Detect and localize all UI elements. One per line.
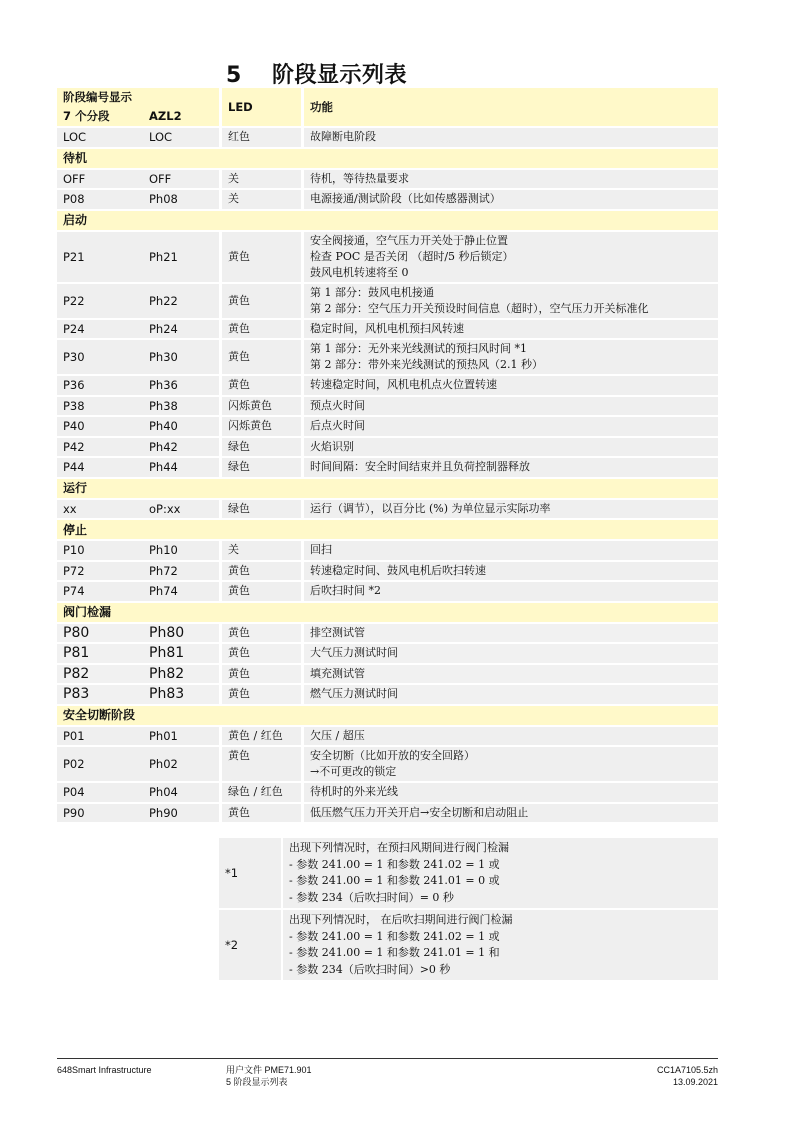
footnote-marker: *1 bbox=[219, 838, 281, 908]
table-row bbox=[57, 320, 718, 339]
function-description bbox=[304, 541, 718, 560]
phase-code-azl2: Ph01 bbox=[143, 727, 219, 746]
function-description bbox=[304, 170, 718, 189]
led-state: 关 bbox=[222, 541, 301, 560]
table-row bbox=[57, 582, 718, 601]
section-label: 运行 bbox=[57, 479, 718, 498]
footnote-marker: *2 bbox=[219, 910, 281, 980]
table-row bbox=[57, 783, 718, 802]
led-state: 黄色 bbox=[222, 340, 301, 374]
footer-chapter: 5 阶段显示列表 bbox=[226, 1077, 288, 1087]
section-label: 待机 bbox=[57, 149, 718, 168]
footer-doc-id: 用户文件 PME71.901 bbox=[226, 1065, 312, 1075]
phase-code-7segment: OFF bbox=[57, 170, 143, 189]
section-row bbox=[57, 149, 718, 168]
led-state: 黄色 bbox=[222, 582, 301, 601]
function-line: 排空测试管 bbox=[310, 625, 365, 639]
function-line: 电源接通/测试阶段（比如传感器测试） bbox=[310, 192, 501, 206]
phase-code-7segment: P90 bbox=[57, 804, 143, 823]
table-row bbox=[57, 284, 718, 318]
led-state: 黄色 bbox=[222, 320, 301, 339]
function-line: 第 2 部分：空气压力开关预设时间信息（超时），空气压力开关标准化 bbox=[310, 301, 649, 315]
phase-code-7segment: P02 bbox=[57, 747, 143, 781]
table-row bbox=[57, 727, 718, 746]
led-state: 黄色 bbox=[222, 804, 301, 823]
section-row bbox=[57, 603, 718, 622]
led-state: 黄色 / 红色 bbox=[222, 727, 301, 746]
function-description bbox=[304, 747, 718, 781]
footer-company: 648Smart Infrastructure bbox=[57, 1065, 152, 1075]
section-row bbox=[57, 211, 718, 230]
function-line: 第 1 部分：鼓风电机接通 bbox=[310, 285, 434, 299]
function-description bbox=[304, 582, 718, 601]
table-row bbox=[57, 685, 718, 704]
phase-code-7segment: P24 bbox=[57, 320, 143, 339]
phase-code-7segment: P72 bbox=[57, 562, 143, 581]
table-row bbox=[57, 376, 718, 395]
function-description bbox=[304, 783, 718, 802]
phase-code-7segment: P21 bbox=[57, 232, 143, 282]
phase-code-azl2: Ph38 bbox=[143, 397, 219, 416]
function-line: 欠压 / 超压 bbox=[310, 728, 365, 742]
section-row bbox=[57, 706, 718, 725]
footer-date: 13.09.2021 bbox=[672, 1077, 718, 1087]
function-description bbox=[304, 320, 718, 339]
table-row bbox=[57, 624, 718, 643]
function-line: 转速稳定时间，风机电机点火位置转速 bbox=[310, 378, 497, 392]
footer-divider bbox=[57, 1058, 718, 1059]
phase-code-azl2: Ph90 bbox=[143, 804, 219, 823]
table-row bbox=[57, 500, 718, 519]
phase-code-7segment: P04 bbox=[57, 783, 143, 802]
footnote-line: - 参数 241.00 = 1 和参数 241.02 = 1 或 bbox=[289, 929, 500, 943]
footnote-line: 出现下列情况时，在预扫风期间进行阀门检漏 bbox=[289, 841, 509, 854]
phase-code-azl2: Ph36 bbox=[143, 376, 219, 395]
header-7-segment: 7 个分段 bbox=[63, 109, 110, 123]
function-line: 第 1 部分：无外来光线测试的预扫风时间 *1 bbox=[310, 342, 527, 355]
function-line: 鼓风电机转速将至 0 bbox=[310, 265, 409, 279]
header-phase-number-label: 阶段编号显示 bbox=[63, 90, 132, 104]
phase-code-azl2: Ph80 bbox=[143, 624, 219, 643]
header-azl2: AZL2 bbox=[149, 109, 182, 123]
section-label: 阀门检漏 bbox=[57, 603, 718, 622]
table-row bbox=[57, 458, 718, 477]
led-state: 黄色 bbox=[222, 644, 301, 663]
table-row bbox=[57, 232, 718, 282]
function-line: 后吹扫时间 *2 bbox=[310, 584, 381, 598]
function-line: 后点火时间 bbox=[310, 419, 365, 433]
function-line: 检查 POC 是否关闭 （超时/5 秒后锁定） bbox=[310, 249, 514, 263]
phase-code-7segment: P36 bbox=[57, 376, 143, 395]
function-description bbox=[304, 438, 718, 457]
table-row bbox=[57, 804, 718, 823]
function-line: 燃气压力测试时间 bbox=[310, 687, 398, 701]
function-line: 大气压力测试时间 bbox=[310, 646, 398, 660]
section-label: 停止 bbox=[57, 520, 718, 539]
footnote bbox=[219, 910, 718, 980]
header-function: 功能 bbox=[304, 88, 718, 126]
function-line: 第 2 部分：带外来光线测试的预热风（2.1 秒） bbox=[310, 358, 543, 371]
footnote bbox=[219, 838, 718, 908]
table-row bbox=[57, 438, 718, 457]
function-description bbox=[304, 665, 718, 684]
table-row bbox=[57, 417, 718, 436]
function-description bbox=[304, 397, 718, 416]
footnote-line: - 参数 241.00 = 1 和参数 241.01 = 0 或 bbox=[289, 874, 500, 887]
led-state: 黄色 bbox=[222, 685, 301, 704]
function-line: 时间间隔：安全时间结束并且负荷控制器释放 bbox=[310, 460, 530, 474]
phase-display-table bbox=[57, 88, 718, 822]
function-description bbox=[304, 190, 718, 209]
section-label: 安全切断阶段 bbox=[57, 706, 718, 725]
led-state: 红色 bbox=[222, 128, 301, 147]
footnote-line: - 参数 241.00 = 1 和参数 241.02 = 1 或 bbox=[289, 857, 500, 871]
phase-code-azl2: Ph82 bbox=[143, 665, 219, 684]
function-line: 待机时的外来光线 bbox=[310, 785, 398, 799]
phase-code-7segment: P10 bbox=[57, 541, 143, 560]
phase-code-azl2: oP:xx bbox=[143, 500, 219, 519]
function-line: →不可更改的锁定 bbox=[310, 765, 397, 778]
table-row bbox=[57, 170, 718, 189]
phase-code-azl2: Ph40 bbox=[143, 417, 219, 436]
phase-code-7segment: P44 bbox=[57, 458, 143, 477]
led-state: 闪烁黄色 bbox=[222, 397, 301, 416]
footer-document bbox=[226, 1064, 312, 1088]
footnotes bbox=[219, 836, 718, 980]
function-line: 运行（调节），以百分比 (%) 为单位显示实际功率 bbox=[310, 501, 551, 515]
function-description bbox=[304, 128, 718, 147]
footnote-line: 出现下列情况时， 在后吹扫期间进行阀门检漏 bbox=[289, 913, 513, 926]
phase-code-7segment: P38 bbox=[57, 397, 143, 416]
led-state: 绿色 bbox=[222, 438, 301, 457]
phase-code-7segment: P83 bbox=[57, 685, 143, 704]
table-row bbox=[57, 644, 718, 663]
function-description bbox=[304, 284, 718, 318]
led-state: 绿色 bbox=[222, 458, 301, 477]
function-description bbox=[304, 727, 718, 746]
section-label: 启动 bbox=[57, 211, 718, 230]
led-state: 黄色 bbox=[222, 232, 301, 282]
phase-code-azl2: Ph44 bbox=[143, 458, 219, 477]
header-led: LED bbox=[222, 88, 301, 126]
chapter-title: 阶段显示列表 bbox=[272, 63, 408, 88]
function-description bbox=[304, 500, 718, 519]
function-line: 转速稳定时间、鼓风电机后吹扫转速 bbox=[310, 563, 486, 577]
function-line: 填充测试管 bbox=[310, 666, 365, 680]
function-description bbox=[304, 685, 718, 704]
table-row bbox=[57, 397, 718, 416]
phase-code-azl2: Ph30 bbox=[143, 340, 219, 374]
led-state: 绿色 bbox=[222, 500, 301, 519]
table-row bbox=[57, 541, 718, 560]
header-phase-number bbox=[57, 88, 219, 126]
table-header bbox=[57, 88, 718, 126]
footnote-text bbox=[283, 910, 718, 980]
led-state: 黄色 bbox=[222, 562, 301, 581]
function-description bbox=[304, 804, 718, 823]
phase-code-azl2: Ph24 bbox=[143, 320, 219, 339]
function-description bbox=[304, 417, 718, 436]
phase-code-azl2: Ph04 bbox=[143, 783, 219, 802]
function-description bbox=[304, 376, 718, 395]
footnote-line: - 参数 234（后吹扫时间）>0 秒 bbox=[289, 962, 451, 976]
function-line: 安全切断（比如开放的安全回路） bbox=[310, 749, 475, 762]
function-description bbox=[304, 624, 718, 643]
phase-code-azl2: Ph21 bbox=[143, 232, 219, 282]
phase-code-7segment: P82 bbox=[57, 665, 143, 684]
table-row bbox=[57, 665, 718, 684]
section-row bbox=[57, 479, 718, 498]
phase-code-7segment: LOC bbox=[57, 128, 143, 147]
phase-code-azl2: OFF bbox=[143, 170, 219, 189]
phase-code-7segment: P22 bbox=[57, 284, 143, 318]
function-description bbox=[304, 340, 718, 374]
phase-code-7segment: P42 bbox=[57, 438, 143, 457]
table-row bbox=[57, 747, 718, 781]
led-state: 闪烁黄色 bbox=[222, 417, 301, 436]
function-description bbox=[304, 644, 718, 663]
function-line: 安全阀接通，空气压力开关处于静止位置 bbox=[310, 233, 508, 247]
function-line: 待机，等待热量要求 bbox=[310, 171, 409, 185]
function-line: 稳定时间，风机电机预扫风转速 bbox=[310, 321, 464, 335]
led-state: 关 bbox=[222, 170, 301, 189]
phase-code-7segment: xx bbox=[57, 500, 143, 519]
phase-code-7segment: P30 bbox=[57, 340, 143, 374]
phase-code-azl2: LOC bbox=[143, 128, 219, 147]
led-state: 黄色 bbox=[222, 747, 301, 781]
table-row bbox=[57, 128, 718, 147]
footnote-text bbox=[283, 838, 718, 908]
phase-code-azl2: Ph02 bbox=[143, 747, 219, 781]
table-row bbox=[57, 190, 718, 209]
phase-code-azl2: Ph74 bbox=[143, 582, 219, 601]
phase-code-7segment: P74 bbox=[57, 582, 143, 601]
function-description bbox=[304, 232, 718, 282]
function-description bbox=[304, 458, 718, 477]
led-state: 黄色 bbox=[222, 624, 301, 643]
function-line: 预点火时间 bbox=[310, 398, 365, 412]
function-line: 回扫 bbox=[310, 543, 332, 557]
led-state: 关 bbox=[222, 190, 301, 209]
function-line: 火焰识别 bbox=[310, 439, 354, 453]
led-state: 黄色 bbox=[222, 665, 301, 684]
phase-code-azl2: Ph08 bbox=[143, 190, 219, 209]
section-row bbox=[57, 520, 718, 539]
footer-ref bbox=[657, 1064, 718, 1088]
led-state: 绿色 / 红色 bbox=[222, 783, 301, 802]
phase-code-azl2: Ph42 bbox=[143, 438, 219, 457]
phase-code-7segment: P40 bbox=[57, 417, 143, 436]
function-line: 故障断电阶段 bbox=[310, 130, 376, 144]
phase-code-7segment: P81 bbox=[57, 644, 143, 663]
table-row bbox=[57, 562, 718, 581]
page-title bbox=[226, 58, 407, 89]
led-state: 黄色 bbox=[222, 376, 301, 395]
chapter-number: 5 bbox=[226, 63, 242, 88]
phase-code-7segment: P80 bbox=[57, 624, 143, 643]
phase-code-azl2: Ph22 bbox=[143, 284, 219, 318]
function-line: 低压燃气压力开关开启→安全切断和启动阻止 bbox=[310, 805, 529, 819]
phase-code-7segment: P01 bbox=[57, 727, 143, 746]
footnote-line: - 参数 234（后吹扫时间）= 0 秒 bbox=[289, 890, 454, 904]
phase-code-7segment: P08 bbox=[57, 190, 143, 209]
function-description bbox=[304, 562, 718, 581]
led-state: 黄色 bbox=[222, 284, 301, 318]
footer-doc-code: CC1A7105.5zh bbox=[656, 1065, 718, 1075]
phase-code-azl2: Ph83 bbox=[143, 685, 219, 704]
footnote-line: - 参数 241.00 = 1 和参数 241.01 = 1 和 bbox=[289, 946, 500, 959]
phase-code-azl2: Ph81 bbox=[143, 644, 219, 663]
phase-code-azl2: Ph10 bbox=[143, 541, 219, 560]
table-row bbox=[57, 340, 718, 374]
phase-code-azl2: Ph72 bbox=[143, 562, 219, 581]
